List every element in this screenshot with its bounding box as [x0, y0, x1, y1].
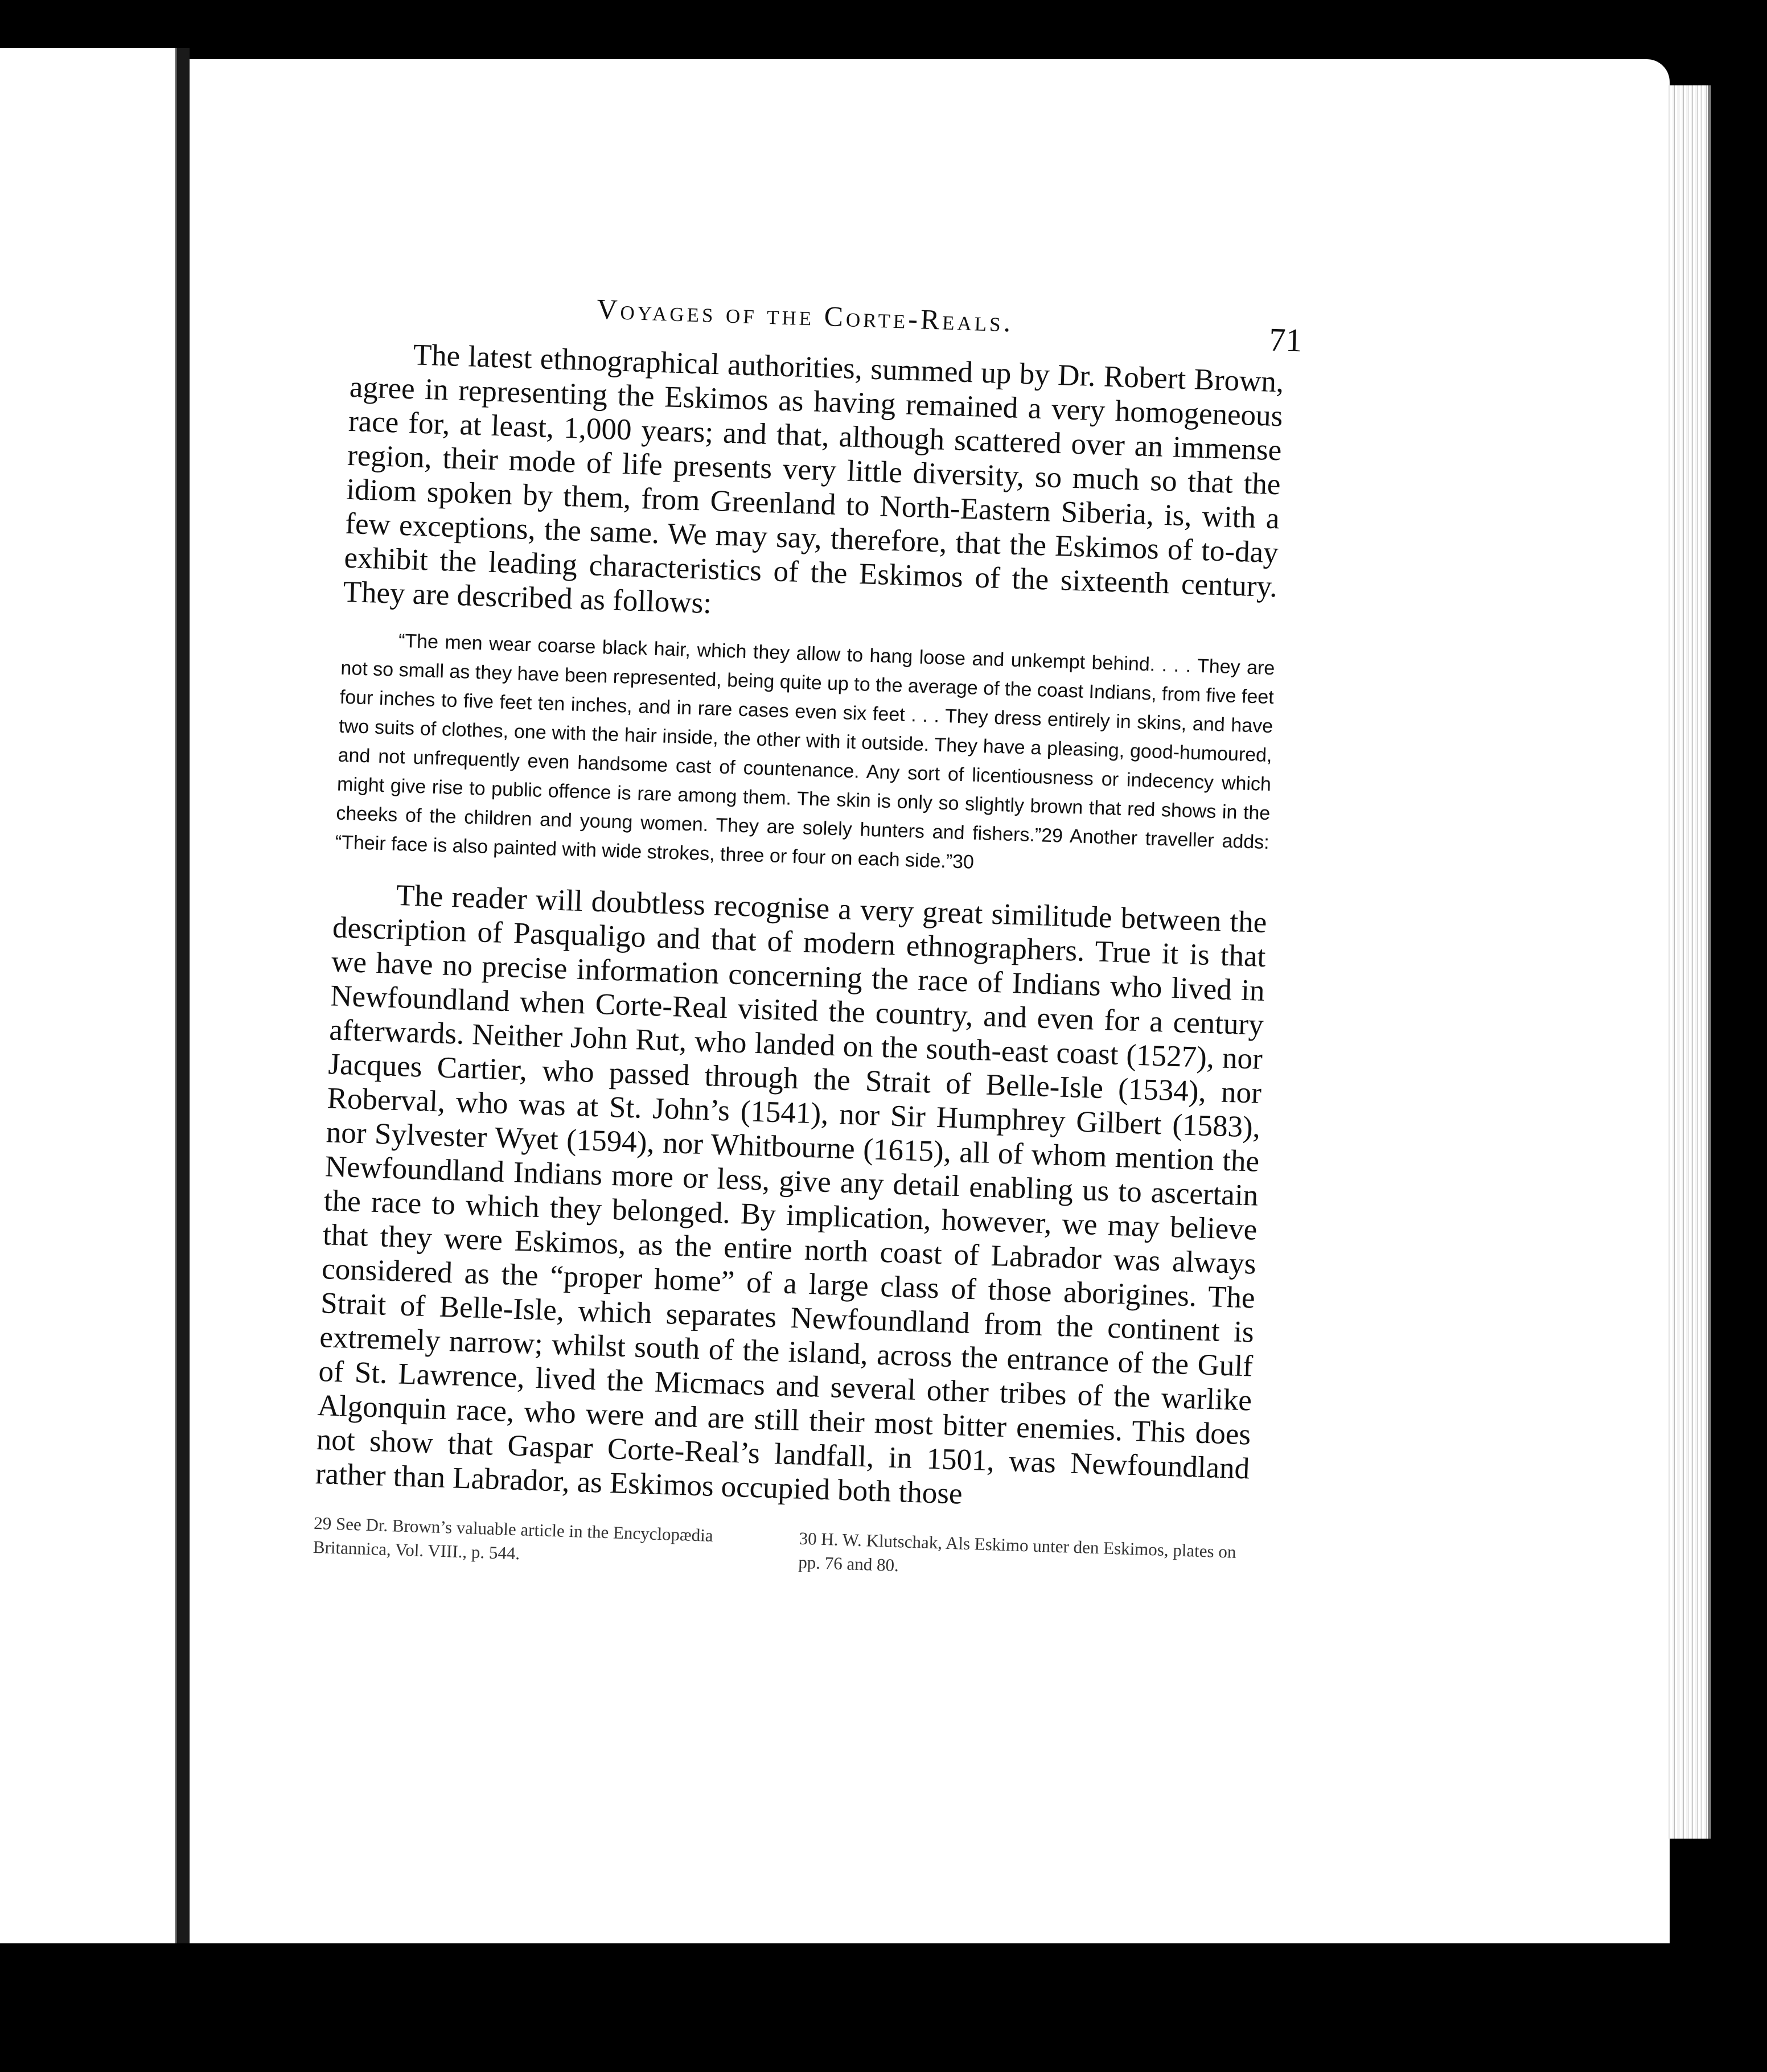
footnote: 30 H. W. Klutschak, Als Eskimo unter den Eskimos, plates on pp. 76 and 80. [798, 1528, 1236, 1576]
paragraph: The reader will doubtless recognise a very great similitude between the description of Pasqualigo and that of modern ethnographers. True it is that we have no precise information concerning the race of Indians who lived in Newfoundland when Corte-Real visited the country, and even for a century afterwards. Neither John Rut, who landed on the south-east coast (1527), nor Jacques Cartier, who passed through the Strait of Belle-Isle (1534), nor Roberval, who was at St. John’s (1541), nor Sir Humphrey Gilbert (1583), nor Sylvester Wyet (1594), nor Whitbourne (1615), all of whom mention the Newfoundland Indians more or less, give any detail enabling us to ascertain the race to which they belonged. By implication, however, we may believe that they were Eskimos, as the entire north coast of Labrador was always considered as the “proper home” of a large class of those aborigines. The Strait of Belle-Isle, which separates Newfoundland from the continent is extremely narrow; whilst south of the island, across the entrance of the Gulf of St. Lawrence, lived the Micmacs and several other tribes of the warlike Algonquin race, who were and are still their most bitter enemies. This does not show that Gaspar Corte-Real’s landfall, in 1501, was Newfoundland rather than Labrador, as Eskimos occupied both those [315, 878, 1268, 1511]
page-number: 71 [1268, 320, 1303, 359]
paragraph: The latest ethnographical authorities, summed up by Dr. Robert Brown, agree in representing the Eskimos as having remained a very homogeneous race for, at least, 1,000 years; and that, although scattered over an immense region, their mode of life presents very little diversity, so much so that the idiom spoken by them, from Greenland to North-Eastern Siberia, is, with a few exceptions, the same. We may say, therefore, that the Eskimos of to-day exhibit the leading characteristics of the Eskimos of the sixteenth century. They are described as follows: [342, 338, 1285, 620]
block-quote: “The men wear coarse black hair, which they allow to hang loose and unkempt behind. . . . They are not so small as they have been represented, being quite up to the average of the coast Indians, from five feet four inches to five feet ten inches, and in rare cases even six feet . . . They dress entirely in skins, and have two suits of clothes, one with the hair inside, the other with it outside. They have a pleasing, good-humoured, and not unfrequently even handsome cast of countenance. Any sort of licentiousness or indecency which might give rise to public offence is rare among them. The skin is only so slightly brown that red shows in the cheeks of the children and young women. They are solely hunters and fishers.”29 Another traveller adds: “Their face is also painted with wide strokes, three or four on each side.”30 [335, 630, 1275, 873]
page-edges [1668, 85, 1711, 1839]
footnote: 29 See Dr. Brown’s valuable article in the Encyclopædia Britannica, Vol. VIII., p. 544. [313, 1512, 714, 1564]
page-content [313, 279, 1303, 1588]
book-gutter [177, 48, 190, 1943]
left-page [0, 48, 177, 1943]
running-head-title: Voyages of the Corte-Reals. [596, 293, 1014, 338]
